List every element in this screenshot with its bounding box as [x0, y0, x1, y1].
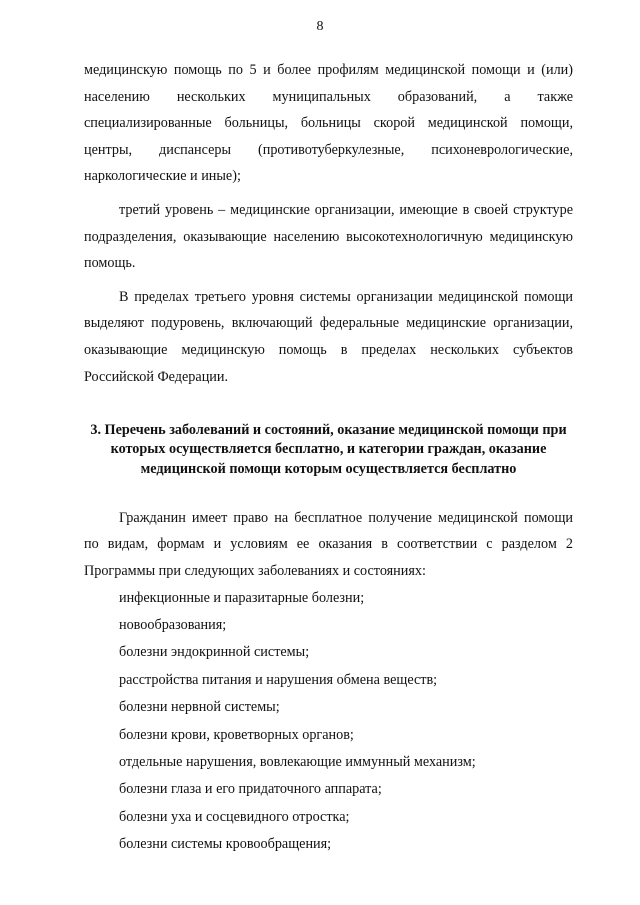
document-body — [84, 57, 573, 859]
paragraph-continuation: медицинскую помощь по 5 и более профилям медицинской помощи и (или) населению нескольких муниципальных образований, а также специализированные больницы, больницы скорой медицинской помощи, центры, диспансеры (противотуберкулезные, психоневрологические, наркологические и иные); — [84, 62, 573, 185]
list-item: болезни крови, кроветворных органов; — [119, 726, 354, 743]
section-heading — [84, 421, 573, 479]
paragraph-third-level: третий уровень – медицинские организации, имеющие в своей структуре подразделения, оказывающие населению высокотехнологичную медицинскую помощь. — [84, 201, 573, 272]
disease-list — [84, 585, 573, 859]
section-heading-line: медицинской помощи которым осуществляется бесплатно — [140, 460, 517, 477]
list-item: отдельные нарушения, вовлекающие иммунный механизм; — [119, 753, 476, 770]
list-item: болезни эндокринной системы; — [119, 644, 310, 661]
page-number: 8 — [316, 19, 324, 34]
section-heading-line: которых осуществляется бесплатно, и категории граждан, оказание — [110, 441, 547, 458]
list-item: инфекционные и паразитарные болезни; — [119, 589, 365, 606]
list-item: болезни уха и сосцевидного отростка; — [119, 808, 350, 825]
list-item: болезни глаза и его придаточного аппарата; — [119, 781, 382, 798]
list-item: болезни нервной системы; — [119, 699, 280, 716]
section-heading-line: 3. Перечень заболеваний и состояний, оказание медицинской помощи при — [90, 422, 567, 439]
paragraph-sublevel: В пределах третьего уровня системы организации медицинской помощи выделяют подуровень, включающий федеральные медицинские организации, оказывающие медицинскую помощь в пределах нескольких субъектов Российской Федерации. — [84, 288, 573, 385]
list-item: расстройства питания и нарушения обмена веществ; — [119, 671, 438, 688]
list-item: болезни системы кровообращения; — [119, 836, 332, 853]
list-item: новообразования; — [119, 616, 227, 633]
section-intro-paragraph: Гражданин имеет право на бесплатное получение медицинской помощи по видам, формам и условиям ее оказания в соответствии с разделом 2 Программы при следующих заболеваниях и состояниях: — [84, 509, 573, 579]
